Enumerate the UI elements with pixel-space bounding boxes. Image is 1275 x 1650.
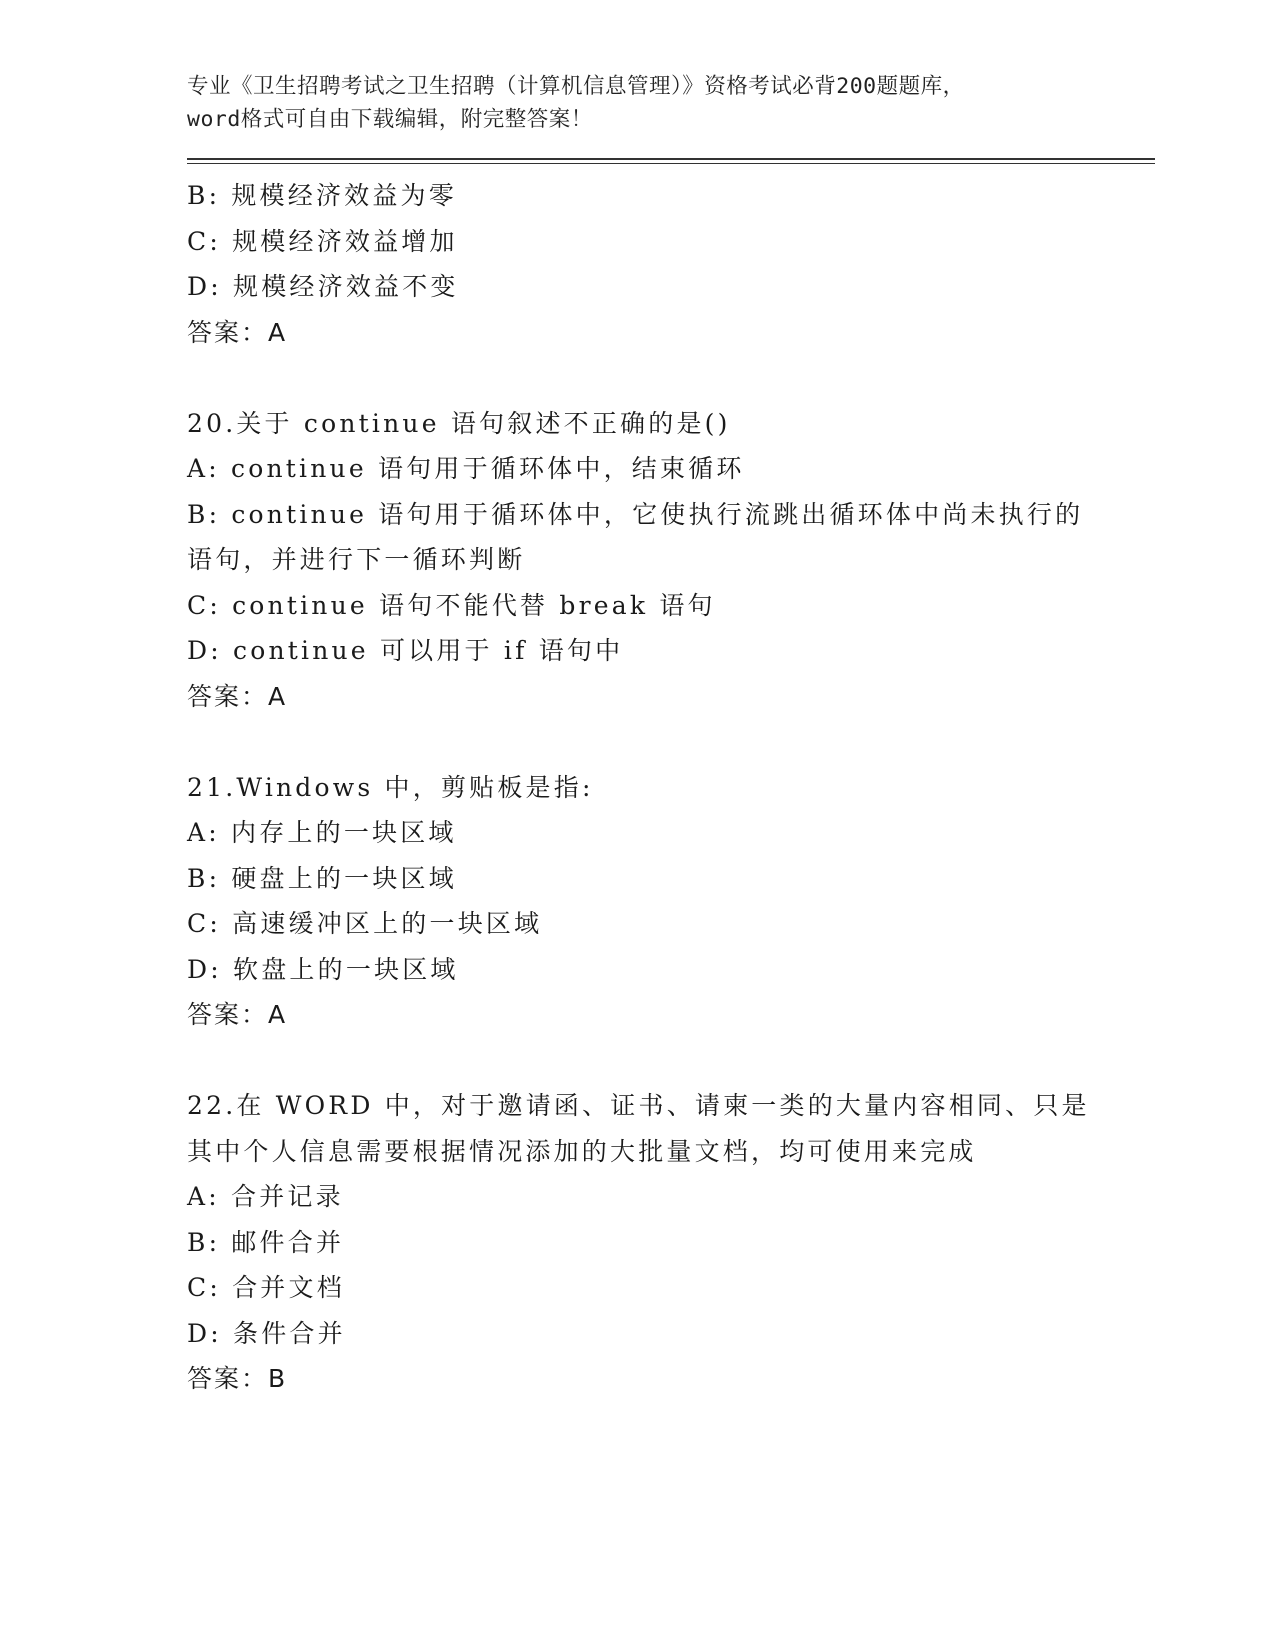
option-d: D: 条件合并 (187, 1318, 346, 1348)
question-text: 20.关于 continue 语句叙述不正确的是() (187, 408, 731, 438)
option-a: A: continue 语句用于循环体中，结束循环 (187, 454, 745, 483)
question-text: 22.在 WORD 中，对于邀请函、证书、请柬一类的大量内容相同、只是 (187, 1091, 1090, 1120)
option-d: D: continue 可以用于 if 语句中 (187, 636, 624, 665)
option-d: D: 规模经济效益不变 (187, 272, 459, 301)
option-b-continued: 语句，并进行下一循环判断 (187, 545, 526, 574)
option-a: A: 内存上的一块区域 (187, 818, 457, 847)
question-block-22 (187, 1083, 1157, 1402)
option-b: B: continue 语句用于循环体中，它使执行流跳出循环体中尚未执行的 (187, 499, 1084, 529)
question-block-19-continued (187, 173, 1157, 355)
answer-line: 答案：B (187, 1364, 288, 1393)
question-block-21 (187, 765, 1157, 1038)
option-c: C: 合并文档 (187, 1273, 345, 1302)
answer-line: 答案：A (187, 317, 288, 347)
document-header (187, 70, 1157, 136)
option-c: C: 高速缓冲区上的一块区域 (187, 909, 543, 938)
header-line-2: word格式可自由下载编辑，附完整答案！ (187, 107, 593, 132)
answer-line: 答案：A (187, 1000, 288, 1029)
question-block-20 (187, 401, 1157, 720)
option-b: B: 硬盘上的一块区域 (187, 863, 457, 893)
option-a: A: 合并记录 (187, 1182, 344, 1211)
option-d: D: 软盘上的一块区域 (187, 954, 459, 984)
header-line-1: 专业《卫生招聘考试之卫生招聘（计算机信息管理）》资格考试必背200题题库， (187, 74, 965, 99)
header-divider (187, 158, 1155, 164)
document-body (187, 173, 1157, 1402)
option-c: C: 规模经济效益增加 (187, 226, 458, 256)
option-b: B: 规模经济效益为零 (187, 181, 457, 210)
option-c: C: continue 语句不能代替 break 语句 (187, 590, 716, 620)
question-text-continued: 其中个人信息需要根据情况添加的大批量文档，均可使用来完成 (187, 1136, 977, 1166)
answer-line: 答案：A (187, 681, 288, 711)
option-b: B: 邮件合并 (187, 1227, 345, 1257)
question-text: 21.Windows 中，剪贴板是指: (187, 772, 594, 802)
document-page (187, 70, 1157, 1402)
